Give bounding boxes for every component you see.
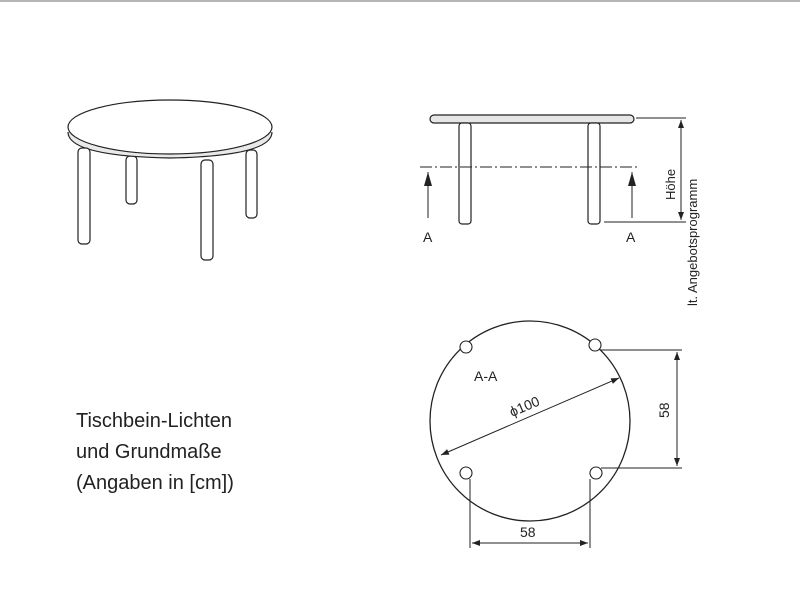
leg-section-bottom-right <box>590 467 602 479</box>
leg-section-bottom-left <box>460 467 472 479</box>
section-label-left: A <box>423 229 433 245</box>
leg-section-top-right <box>589 339 601 351</box>
back-right-leg <box>246 150 257 218</box>
section-view-label: A-A <box>474 368 498 384</box>
height-label: Höhe <box>663 168 678 200</box>
diameter-label: ϕ100 <box>506 392 542 420</box>
back-left-leg <box>126 156 137 204</box>
elevation-left-leg <box>459 123 471 224</box>
section-arrow-left-icon <box>424 172 432 186</box>
height-note: lt. Angebotsprogramm <box>685 178 700 306</box>
section-arrow-right-icon <box>628 172 636 186</box>
caption-line-2: und Grundmaße <box>76 441 222 463</box>
plan-view <box>430 321 682 548</box>
elevation-tabletop <box>430 115 634 123</box>
caption-line-1: Tischbein-Lichten <box>76 410 233 432</box>
tabletop <box>68 100 272 154</box>
width-dimension-label: 58 <box>520 524 536 540</box>
drawing-caption <box>76 406 234 499</box>
elevation-right-leg <box>588 123 600 224</box>
caption-line-3: (Angaben in [cm]) <box>76 472 234 494</box>
side-elevation <box>420 115 700 306</box>
tabletop-outline <box>430 321 630 521</box>
leg-section-top-left <box>460 341 472 353</box>
section-label-right: A <box>626 229 636 245</box>
front-right-leg <box>201 160 213 260</box>
perspective-table <box>68 100 272 260</box>
front-left-leg <box>78 148 90 244</box>
depth-dimension-label: 58 <box>656 402 672 418</box>
